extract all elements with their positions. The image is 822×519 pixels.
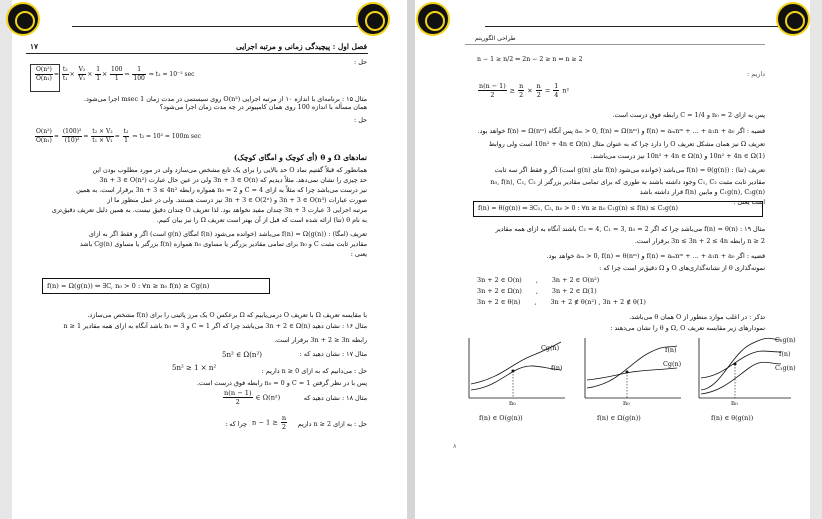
theta-chart	[691, 334, 801, 406]
chart-label-top: f(n)	[665, 346, 677, 354]
solution-17: حل : می‌دانیم که به ازای n ≥ 0 داریم :	[261, 367, 367, 375]
page-header-title: طراحی الگوریتم	[475, 35, 516, 42]
chart-caption-omega: f(n) ∈ Ω(g(n))	[597, 414, 641, 422]
left-gutter	[0, 0, 12, 519]
page-number: ۱۷	[30, 42, 38, 51]
chart-label-top: Cg(n)	[541, 344, 560, 352]
chart-n0: n₀	[623, 399, 630, 407]
header-rule	[26, 53, 368, 54]
example-17: مثال ۱۷ : نشان دهید که :	[299, 350, 367, 358]
theta-definition-box	[473, 201, 763, 217]
chart-label-top: C₂g(n)	[775, 336, 796, 344]
example-17-equation: 5n² ∈ Ω(n²)	[222, 351, 262, 359]
right-gutter	[810, 0, 822, 519]
definition-line: یعنی :	[350, 250, 367, 258]
chart-label-bottom: Cg(n)	[663, 360, 682, 368]
logo-badge-icon	[356, 2, 390, 36]
equation-top: $\frac{\text{O(n²)}}{\text{O(n₁)}}$ = $\frac{\text{t₂}}{\text{t₁}}$ × $\frac{\text{V₂}}{\text{V₁}}$ × $\frac{1}{1}$ × $\frac{100}{1}$ ⇒ $\frac{1}{100}$ ⇒ t₂ = 10⁻² sec	[36, 66, 195, 82]
example-15-line1: مثال ۱۵ : برنامه‌ای با اندازه ۱۰ از مرتبه اجرایی O(n²) روی سیستمی در مدت زمان 1 msec اجرا می‌شود.	[83, 95, 367, 103]
example-19-line: مثال ۱۹ : f(n) = θ(n) می‌باشد چرا که اگر C₂ = 4, C₁ = 3, n₀ = 2 باشند آنگاه به ازای همه مقادیر	[495, 225, 765, 233]
omega-definition-box	[42, 278, 270, 294]
example-row: 3n + 2 ∈ θ(n) , 3n + 2 ∉ θ(n²) , 3n + 2 ∉ θ(1)	[477, 298, 646, 306]
omega-chart	[577, 334, 687, 406]
theta-paragraph-line: تعریف Ω نیز همان مشکل تعریف O را دارد چرا که به عنوان مثال 10n² + 4n ∈ Ω(n) است ولی روابط	[488, 140, 765, 148]
example-19-line: قضیه : اگر f(n) = aₘnᵐ + ... + a₁n + a₀ و aₘ > 0, f(n) = θ(nᵐ) خواهد بود.	[546, 252, 765, 260]
paragraph-1-line: به نام θ (تتا) ارائه شده است که قبل از آن بهتر است تعریف Ω را نیز بیان کنیم.	[156, 216, 367, 224]
example-row: 3n + 2 ∈ Ω(n) , 3n + 2 ∈ Ω(1)	[477, 287, 597, 295]
solution-18: حل : به ازای n ≥ 2 داریم	[297, 420, 367, 428]
theta-paragraph-line: C₁g(n), C₂g(n) و مابین f(n) قرار داشته باشد	[639, 188, 765, 196]
page-number: ۸	[453, 442, 457, 450]
top-rule	[72, 26, 372, 27]
theta-definition-formula: f(n) = θ(g(n)) ⇔ ∃C₁, C₂, n₀ > 0 : ∀n ≥ n₀ C₁g(n) ≤ f(n) ≤ C₂g(n)	[478, 205, 678, 212]
solution-18-tail: چرا که :	[225, 420, 247, 428]
big-o-chart	[461, 334, 571, 406]
example-19-line: n ≥ 2 رابطه 3n ≤ 3n + 2 ≤ 4n برقرار است.	[634, 237, 765, 245]
left-page	[12, 0, 407, 519]
example-18: مثال ۱۸ : نشان دهید که	[303, 394, 367, 402]
chart-caption-theta: f(n) ∈ θ(g(n))	[711, 414, 754, 422]
example-15-line2: همان مسأله با اندازه 100 روی همان کامپیوتر در چه مدت زمان اجرا می‌شود؟	[159, 103, 367, 111]
logo-badge-icon	[776, 2, 810, 36]
paragraph-2-line: رابطه 3n + 2 ≥ 3n برقرار است.	[274, 336, 367, 344]
logo-badge-icon	[416, 2, 450, 36]
definition-line: مقادیر ثابت مثبت C و n₀ برای تمامی مقادیر بزرگتر یا مساوی n₀ همواره f(n) بزرگتر یا مساوی Cg(n) باشد	[79, 240, 367, 248]
omega-definition-formula: f(n) = Ω(g(n)) ⇔ ∃C, n₀ > 0 : ∀n ≥ n₀ f(n) ≥ Cg(n)	[47, 282, 210, 290]
omega-chart-plot	[577, 334, 687, 406]
top-equation: n − 1 ≥ n/2 ⇔ 2n − 2 ≥ n ⇔ n ≥ 2	[477, 56, 583, 63]
paragraph-1-line: مرتبه اجرایی 3 عبارت 3n + 3 چندان مفید نخواهد بود. لذا تعریف O چندان دقیق نیست. به همین دلیل تعریف دقیق‌تری	[51, 206, 367, 214]
paragraph-1-line: نیز درست می‌باشد چرا که مثلاً به ازای C = 4 و n₀ = 2 همواره رابطه 3n + 3 ≤ 4n² برقرار است. به همین	[76, 186, 367, 194]
definition-line: تعریف (امگا) : f(n) = Ω(g(n)) می‌باشد (خوانده می‌شود f(n) امگای g(n) است) اگر و فقط اگر به ازای	[88, 230, 367, 238]
equation-bracket	[30, 64, 60, 92]
note-2: نمودارهای زیر مقایسه تعریف Ω, O و θ را نشان می‌دهند :	[610, 324, 765, 332]
theta-paragraph-line: است یعنی :	[733, 198, 765, 206]
paragraph-1-line: صورت عبارات 3n + 3 ∈ O(n³) و 3n + 3 ∈ O(2ⁿ) نیز درست هستند. ولی در عمل منظور ما از	[107, 196, 367, 204]
top-rule	[485, 26, 785, 27]
equation-two: $\frac{\text{O(n²)}}{\text{O(n₁)}}$ = $\frac{\text{(100)²}}{\text{(10)²}}$ = $\frac{\text{t₂ × V₂}}{\text{t₁ × V₁}}$ = $\frac{\text{t₂}}{1}$ ⇒ t₂ = 10² = 100m sec	[36, 128, 201, 144]
right-page	[415, 0, 810, 519]
chart-label-bottom: C₁g(n)	[775, 364, 796, 372]
paragraph-1-line: حد چیزی را نشان نمی‌دهد. مثلاً دیدیم که 3n + 3 ∈ O(n) ولی در عین حال عبارت 3n + 3 ∈ O(n²)	[99, 176, 367, 184]
chart-n0: n₀	[509, 399, 516, 407]
chart-n0: n₀	[731, 399, 738, 407]
header-rule	[465, 44, 765, 45]
example-19-line: نمونه‌گذاری θ از نشانه‌گذاری‌های O و Ω دقیق‌تر است چرا که :	[599, 264, 765, 272]
chart-label-mid: f(n)	[779, 350, 791, 358]
paragraph-2-line: با مقایسه تعریف Ω با تعریف O درمی‌یابیم که Ω برعکس O یک مرز پائینی را برای f(n) مشخص می‌سازد.	[87, 311, 367, 319]
page-spine	[407, 0, 415, 519]
solution-17-conclusion: پس با در نظر گرفتن C = 1 و n₀ = 0 رابطه فوق درست است.	[196, 379, 367, 387]
logo-badge-icon	[6, 2, 40, 36]
fraction-equation: $\frac{n(n - 1)}{2}$ ≥ $\frac{n}{2}$ × $\frac{n}{2}$ = $\frac{1}{4}$ n²	[479, 82, 570, 99]
section-title: نمادهای Ω و θ (أی کوچک و امگای کوچک)	[233, 153, 367, 162]
note-1: تذکر : در اغلب موارد منظور از O همان θ می‌باشد.	[629, 313, 765, 321]
theta-paragraph-line: پس به ازای n₀ = 2 و C = 1/4 رابطه فوق درست است.	[612, 111, 765, 119]
theta-paragraph-line: تعریف (تتا) : f(n) = θ(g(n)) می‌باشد (خوانده می‌شود f(n) تتای g(n) است) اگر و فقط اگر سه ثابت	[494, 166, 765, 174]
chart-label-bottom: f(n)	[551, 364, 563, 372]
paragraph-2-line: مثال ۱۶ : نشان دهید 3n + 2 ∈ Ω(n) می‌باشد چرا که اگر C = 1 و n₀ = 3 باشد آنگاه به ازای همه مقادیر n ≥ 1	[63, 322, 367, 330]
chart-caption-o: f(n) ∈ O(g(n))	[479, 414, 523, 422]
example-row: 3n + 2 ∈ O(n) , 3n + 2 ∈ O(n²)	[477, 276, 600, 284]
example-18-equation: $\frac{n(n - 1)}{2}$ ∈ Ω(n²)	[224, 389, 281, 406]
solution-label-2: حل :	[354, 116, 367, 124]
theta-paragraph-line: قضیه : اگر f(n) = aₘnᵐ + ... + a₁n + a₀ و aₘ > 0, f(n) = Ω(nᵐ) پس آنگاه f(n) = Ω(nᵐ) خواهد بود.	[477, 127, 765, 135]
solution-17-equation: 5n² ≥ 1 × n²	[172, 364, 217, 372]
theta-paragraph-line: 10n² + 4n ∈ Ω(1) و 10n² + 4n ∈ Ω(n) نیز درست می‌باشند.	[590, 152, 765, 160]
theta-paragraph-line: مقادیر ثابت مثبت C₁, C₂ وجود داشته باشند به طوری که برای تمامی مقادیر بزرگتر از n₀, f(n), C₁, C₂	[490, 178, 765, 186]
solution-18-equation: n − 1 ≥ $\frac{n}{2}$	[252, 414, 287, 431]
page-header-title: فصل اول : پیچیدگی زمانی و مرتبه اجرایی	[236, 42, 367, 51]
solution-label: حل :	[354, 58, 367, 66]
paragraph-1-line: همانطور که قبلاً گفتیم نماد O حد بالایی را برای یک تابع مشخص می‌سازد ولی در مورد مطلوب بودن این	[92, 166, 367, 174]
right-label: داریم :	[747, 70, 765, 78]
